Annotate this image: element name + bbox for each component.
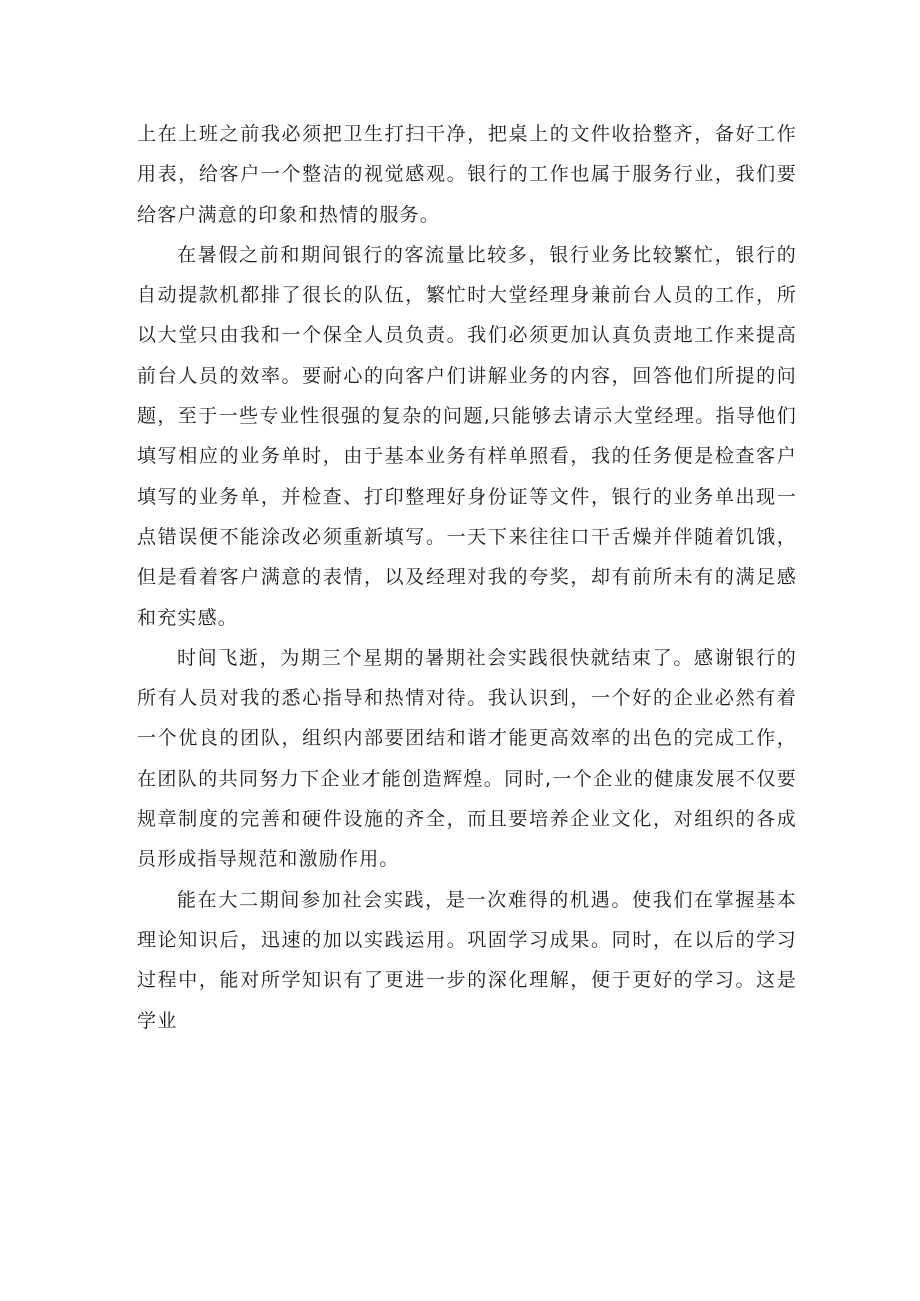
paragraph-1: 上在上班之前我必须把卫生打扫干净，把桌上的文件收拾整齐，备好工作用表，给客户一个整洁的视觉感观。银行的工作也属于服务行业，我们要给客户满意的印象和热情的服务。 [137,123,797,226]
paragraph-2: 在暑假之前和期间银行的客流量比较多，银行业务比较繁忙，银行的自动提款机都排了很长的队伍，繁忙时大堂经理身兼前台人员的工作，所以大堂只由我和一个保全人员负责。我们必须更加认真负责地工作来提高前台人员的效率。要耐心的向客户们讲解业务的内容，回答他们所提的问题，至于一些专业性很强的复杂的问题,只能够去请示大堂经理。指导他们填写相应的业务单时，由于基本业务有样单照看，我的任务便是检查客户填写的业务单，并检查、打印整理好身份证等文件，银行的业务单出现一点错误便不能涂改必须重新填写。一天下来往往口干舌燥并伴随着饥饿，但是看着客户满意的表情，以及经理对我的夸奖，却有前所未有的满足感和充实感。 [137,243,797,629]
paragraph-3: 时间飞逝，为期三个星期的暑期社会实践很快就结束了。感谢银行的所有人员对我的悉心指导和热情对待。我认识到，一个好的企业必然有着一个优良的团队，组织内部要团结和谐才能更高效率的出色的完成工作，在团队的共同努力下企业才能创造辉煌。同时,一个企业的健康发展不仅要规章制度的完善和硬件设施的齐全，而且要培养企业文化，对组织的各成员形成指导规范和激励作用。 [137,646,797,871]
paragraph-4: 能在大二期间参加社会实践，是一次难得的机遇。使我们在掌握基本理论知识后，迅速的加以实践运用。巩固学习成果。同时，在以后的学习过程中，能对所学知识有了更进一步的深化理解，便于更好的学习。这是学业 [137,888,797,1032]
document-body [137,114,797,1041]
